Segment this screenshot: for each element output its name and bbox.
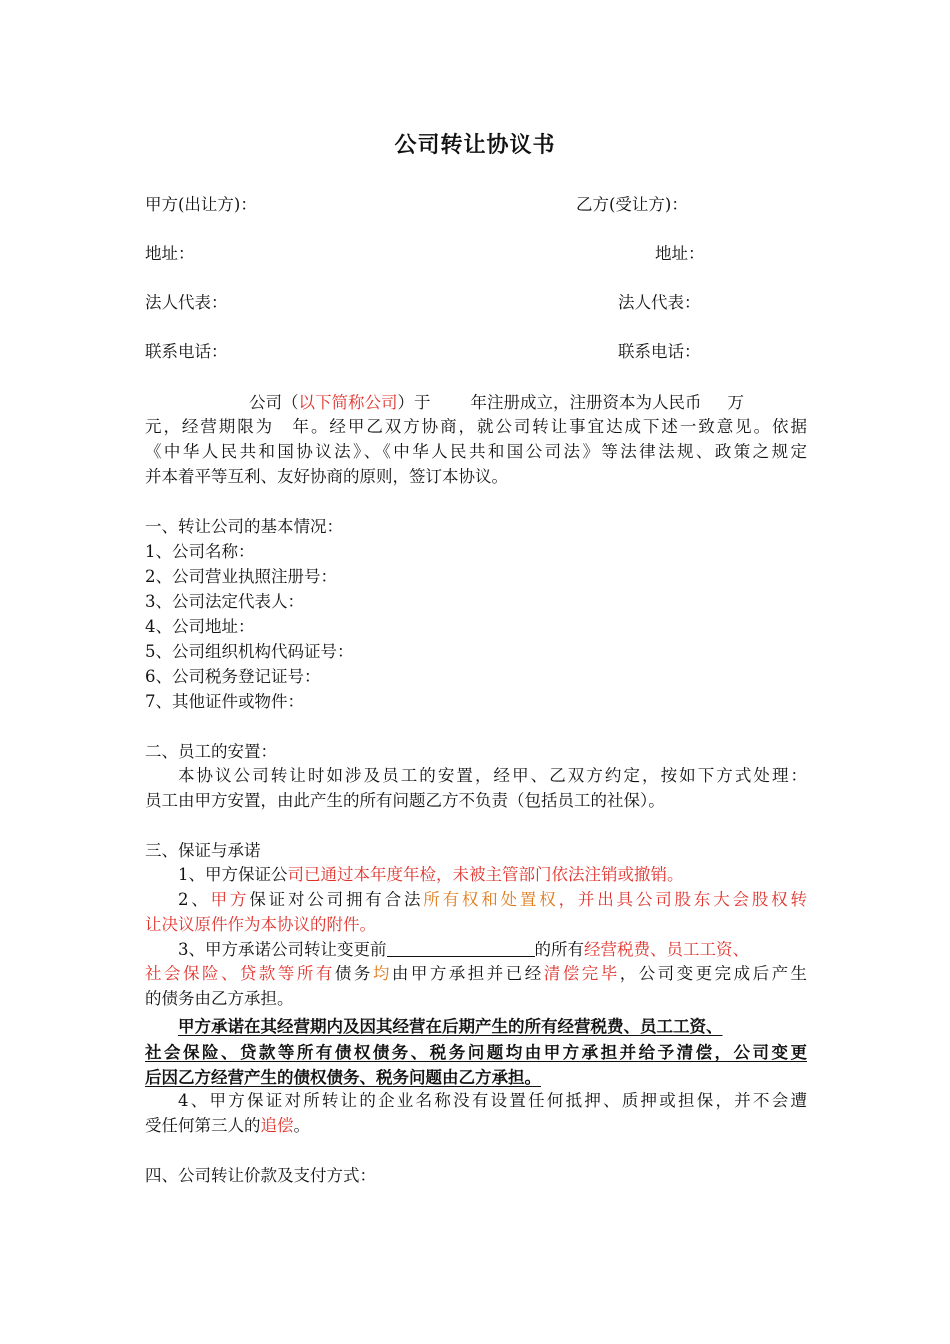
clause-1-highlight: 司已通过本年度年检，未被主管部门依法注销或撤销。 bbox=[287, 865, 684, 884]
intro-wan-text: 万 bbox=[727, 393, 744, 412]
section-3-clause-4-line-2 bbox=[145, 1114, 310, 1138]
clause-2-resolution: ，并出具公司股东大会股权转 bbox=[558, 890, 807, 909]
party-b-address: 地址： bbox=[655, 244, 705, 263]
section-1-item: 7、其他证件或物件： bbox=[145, 692, 304, 711]
section-1-item: 1、公司名称： bbox=[145, 542, 255, 561]
party-a-phone: 联系电话： bbox=[145, 342, 228, 361]
intro-capital-text: 年注册成立，注册资本为人民币 bbox=[470, 393, 702, 412]
clause-3-settled: 清偿完毕 bbox=[543, 964, 620, 983]
section-3-clause-3-line-2 bbox=[145, 962, 807, 987]
clause-2-number: 2、 bbox=[178, 890, 211, 909]
clause-3-after: ，公司变更完成后产生 bbox=[619, 964, 808, 983]
section-2-line-2: 员工由甲方安置，由此产生的所有问题乙方不负责（包括员工的社保）。 bbox=[145, 791, 665, 810]
clause-1-text: 1、甲方保证公 bbox=[178, 865, 288, 884]
intro-year-text: ）于 bbox=[397, 393, 431, 412]
clause-3-highlight: 经营税费、员工工资、 bbox=[584, 940, 749, 959]
section-2-line-1: 本协议公司转让时如涉及员工的安置，经甲、乙双方约定，按如下方式处理： bbox=[178, 766, 807, 785]
section-1-item: 5、公司组织机构代码证号： bbox=[145, 642, 354, 661]
section-1-item: 2、公司营业执照注册号： bbox=[145, 567, 337, 586]
intro-line-1 bbox=[249, 391, 744, 415]
section-3-heading: 三、保证与承诺 bbox=[145, 841, 261, 860]
clause-4-period: 。 bbox=[293, 1116, 310, 1135]
intro-company-text: 公司（ bbox=[249, 393, 299, 412]
party-b-label: 乙方(受让方)： bbox=[576, 195, 688, 214]
section-3-clause-3-line-3: 的债务由乙方承担。 bbox=[145, 989, 294, 1008]
clause-3-debt: 债务 bbox=[334, 964, 373, 983]
intro-line-3: 《中华人民共和国协议法》、《中华人民共和国公司法》等法律法规、政策之规定 bbox=[145, 442, 807, 461]
intro-line-4: 并本着平等互利、友好协商的原则，签订本协议。 bbox=[145, 467, 508, 486]
section-3-commitment-line-1: 甲方承诺在其经营期内及因其经营在后期产生的所有经营税费、员工工资、 bbox=[178, 1017, 723, 1036]
party-a-address: 地址： bbox=[145, 244, 195, 263]
party-b-phone: 联系电话： bbox=[618, 342, 701, 361]
section-1-item: 3、公司法定代表人： bbox=[145, 592, 304, 611]
section-3-clause-1 bbox=[178, 863, 684, 887]
section-3-clause-3-line-1 bbox=[178, 938, 749, 962]
clause-2-text: 保证对公司拥有合法 bbox=[249, 890, 424, 909]
section-4-heading: 四、公司转让价款及支付方式： bbox=[145, 1166, 376, 1185]
section-3-clause-4-line-1: 4、甲方保证对所转让的企业名称没有设置任何抵押、质押或担保，并不会遭 bbox=[178, 1091, 807, 1110]
section-1-item: 6、公司税务登记证号： bbox=[145, 667, 321, 686]
clause-3-text: 3、甲方承诺公司转让变更前 bbox=[178, 940, 387, 959]
intro-abbrev: 以下简称公司 bbox=[298, 393, 398, 412]
clause-4-recourse: 追偿 bbox=[260, 1116, 294, 1135]
clause-3-all: 的所有 bbox=[534, 940, 584, 959]
clause-2-party-a: 甲方 bbox=[210, 890, 250, 909]
clause-4-text: 受任何第三人的 bbox=[145, 1116, 261, 1135]
section-3-commitment-line-2: 社会保险、贷款等所有债权债务、税务问题均由甲方承担并给予清偿，公司变更 bbox=[145, 1043, 807, 1062]
document-title: 公司转让协议书 bbox=[394, 133, 556, 158]
clause-3-blank-line bbox=[387, 940, 535, 957]
clause-3-bear: 由甲方承担并已经 bbox=[391, 964, 544, 983]
section-3-clause-2-line-1 bbox=[178, 888, 807, 913]
section-1-item: 4、公司地址： bbox=[145, 617, 255, 636]
party-a-representative: 法人代表： bbox=[145, 293, 228, 312]
party-a-label: 甲方(出让方)： bbox=[145, 195, 257, 214]
section-1-heading: 一、转让公司的基本情况： bbox=[145, 517, 343, 536]
party-b-representative: 法人代表： bbox=[618, 293, 701, 312]
clause-3-insurance: 社会保险、贷款等所有 bbox=[145, 964, 335, 983]
intro-line-2: 元，经营期限为 年。经甲乙双方协商，就公司转让事宜达成下述一致意见。依据 bbox=[145, 417, 807, 436]
clause-2-ownership: 所有权和处置权 bbox=[423, 890, 559, 909]
section-3-clause-2-line-2: 让决议原件作为本协议的附件。 bbox=[145, 915, 376, 934]
section-2-heading: 二、员工的安置： bbox=[145, 742, 277, 761]
clause-3-all-char: 均 bbox=[372, 964, 392, 983]
section-3-commitment-line-3: 后因乙方经营产生的债权债务、税务问题由乙方承担。 bbox=[145, 1068, 541, 1087]
